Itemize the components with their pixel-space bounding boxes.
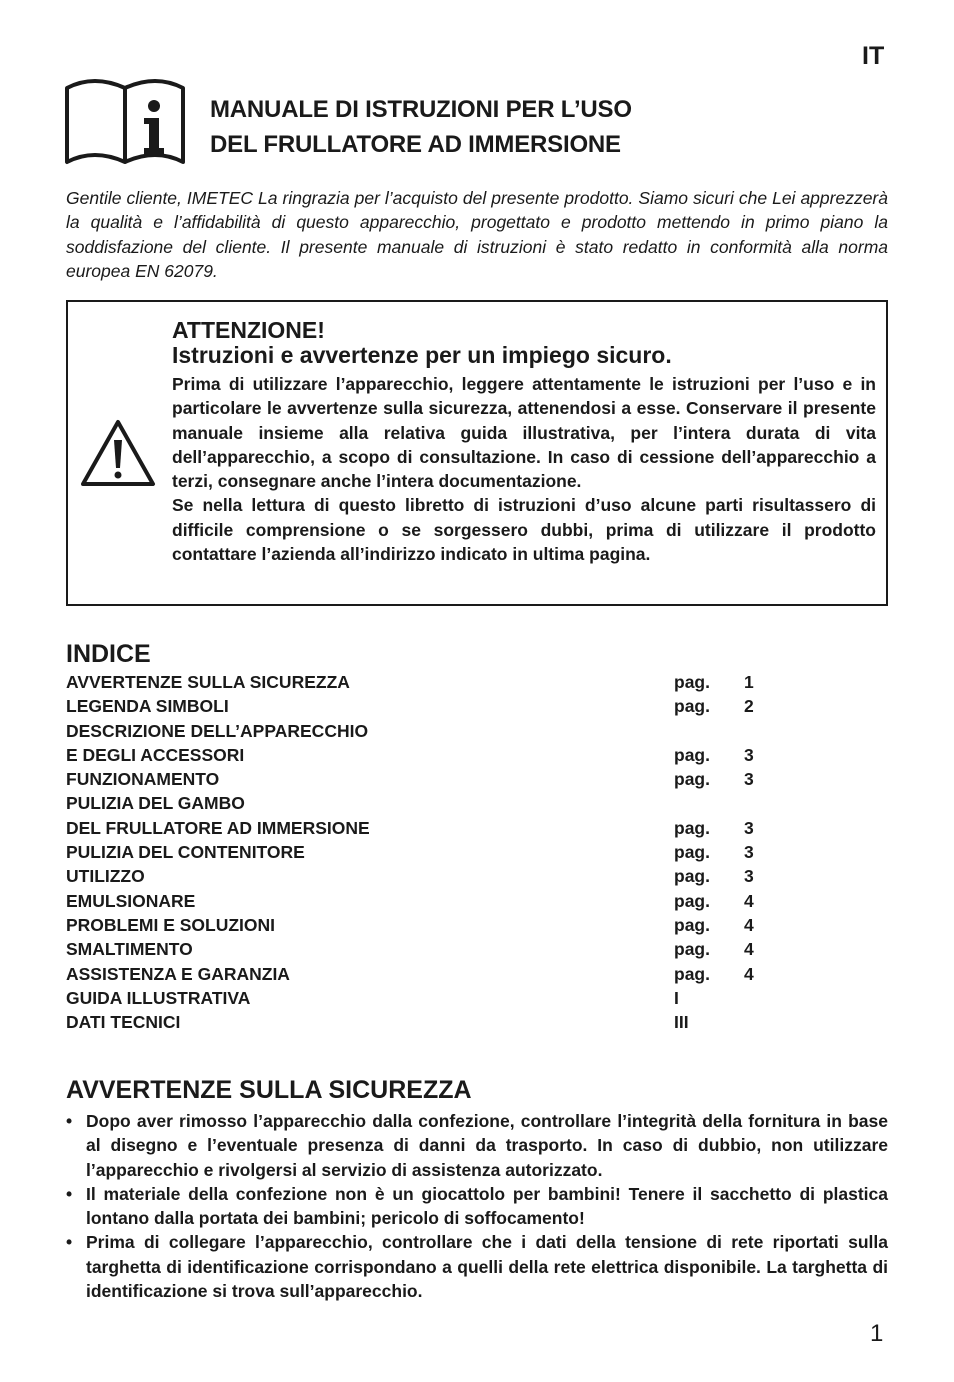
toc-entry-pag: pag. <box>674 696 710 717</box>
toc-entry-pag: pag. <box>674 769 710 790</box>
toc-entry-label: FUNZIONAMENTO <box>66 769 220 790</box>
toc-entry-label: AVVERTENZE SULLA SICUREZZA <box>66 672 350 692</box>
toc-entry-label: PULIZIA DEL GAMBO <box>66 793 245 814</box>
toc-entry-pag: III <box>674 1012 689 1033</box>
toc-entry-pag: pag. <box>674 939 710 960</box>
toc-row <box>66 719 766 743</box>
toc-entry-label: DATI TECNICI <box>66 1012 181 1033</box>
intro-paragraph: Gentile cliente, IMETEC La ringrazia per l’acquisto del presente prodotto. Siamo sicuri che Lei apprezzerà la qualità e l’affidabilità di questo apparecchio, progettato e prodotto mettendo in primo piano la soddisfazione del cliente. Il presente manuale di istruzioni è stato redatto in conformità alla norma europea EN 62079. <box>66 188 888 281</box>
toc-entry-page-number: 4 <box>744 890 754 911</box>
title-line-1: MANUALE DI ISTRUZIONI PER L’USO <box>210 96 632 123</box>
toc-entry-pag: pag. <box>674 963 710 984</box>
warning-box <box>66 300 888 606</box>
toc-row <box>66 962 766 986</box>
toc-entry-label: GUIDA ILLUSTRATIVA <box>66 987 251 1008</box>
safety-bullet: • Dopo aver rimosso l’apparecchio dalla confezione, controllare l’integrità della fornitura in base al disegno e l’eventuale presenza di danni da trasporto. In caso di dubbio, non utilizzare l’apparecchio e rivolgersi al servizio di assistenza autorizzato. <box>66 1109 888 1182</box>
page-number: 1 <box>870 1320 884 1347</box>
title-line-2: DEL FRULLATORE AD IMMERSIONE <box>210 131 621 158</box>
toc-entry-label: ASSISTENZA E GARANZIA <box>66 963 290 984</box>
toc-row <box>66 986 766 1010</box>
toc-entry-pag: I <box>674 987 679 1008</box>
warning-heading-1: ATTENZIONE! <box>172 317 325 343</box>
index-title: INDICE <box>66 640 151 668</box>
toc-entry-page-number: 4 <box>744 963 754 984</box>
toc-row <box>66 767 766 791</box>
toc-row <box>66 743 766 767</box>
toc-entry-label: PULIZIA DEL CONTENITORE <box>66 842 305 863</box>
toc-entry-pag: pag. <box>674 672 710 692</box>
toc-row <box>66 694 766 718</box>
toc-entry-label: LEGENDA SIMBOLI <box>66 696 229 717</box>
toc-entry-pag: pag. <box>674 817 710 838</box>
toc-entry-label: E DEGLI ACCESSORI <box>66 744 245 765</box>
warning-triangle-icon <box>80 418 156 488</box>
warning-paragraph-1: Prima di utilizzare l’apparecchio, leggere attentamente le istruzioni per l’uso e in particolare le avvertenze sulla sicurezza, attenendosi a esse. Conservare il presente manuale insieme alla relativa guida illustrativa, per l’intera durata di vita dell’apparecchio, a scopo di consultazione. In caso di cessione dell’apparecchio a terzi, consegnare anche l’intera documentazione. <box>172 374 876 492</box>
toc-entry-pag: pag. <box>674 744 710 765</box>
toc-entry-label: EMULSIONARE <box>66 890 196 911</box>
toc-entry-label: PROBLEMI E SOLUZIONI <box>66 914 276 935</box>
toc-entry-label: DESCRIZIONE DELL’APPARECCHIO <box>66 720 369 741</box>
safety-bullet-list <box>66 1109 888 1303</box>
warning-paragraph-2: Se nella lettura di questo libretto di istruzioni d’uso alcune parti risultassero di difficile comprensione o se sorgessero dubbi, prima di utilizzare il prodotto contattare l’azienda all’indirizzo indicato in ultima pagina. <box>172 495 876 565</box>
toc-entry-label: SMALTIMENTO <box>66 939 193 960</box>
toc-row <box>66 816 766 840</box>
toc-entry-label: UTILIZZO <box>66 866 145 887</box>
toc-entry-page-number: 4 <box>744 914 754 935</box>
info-manual-icon <box>64 76 186 168</box>
toc-entry-page-number: 2 <box>744 696 754 717</box>
toc-entry-label: DEL FRULLATORE AD IMMERSIONE <box>66 817 370 838</box>
toc-entry-page-number: 3 <box>744 866 754 887</box>
toc-row <box>66 864 766 888</box>
safety-bullet: • Il materiale della confezione non è un giocattolo per bambini! Tenere il sacchetto di plastica lontano dalla portata dei bambini; pericolo di soffocamento! <box>66 1182 888 1231</box>
warning-heading-2: Istruzioni e avvertenze per un impiego sicuro. <box>172 342 672 368</box>
table-of-contents <box>66 670 766 1034</box>
toc-entry-page-number: 3 <box>744 769 754 790</box>
toc-entry-page-number: 4 <box>744 939 754 960</box>
toc-entry-page-number: 3 <box>744 744 754 765</box>
toc-entry-page-number: 1 <box>744 672 754 692</box>
safety-section-title: AVVERTENZE SULLA SICUREZZA <box>66 1076 472 1104</box>
warning-text <box>172 372 876 566</box>
safety-bullet: • Prima di collegare l’apparecchio, controllare che i dati della tensione di rete riportati sulla targhetta di identificazione corrispondano a quelli della rete elettrica disponibile. La targhetta di identificazione si trova sull’apparecchio. <box>66 1230 888 1303</box>
toc-row <box>66 937 766 961</box>
toc-entry-pag: pag. <box>674 866 710 887</box>
toc-entry-pag: pag. <box>674 890 710 911</box>
toc-row <box>66 1010 766 1034</box>
language-tag: IT <box>862 42 885 70</box>
toc-row <box>66 889 766 913</box>
toc-entry-pag: pag. <box>674 842 710 863</box>
toc-row <box>66 670 766 694</box>
toc-entry-pag: pag. <box>674 914 710 935</box>
toc-entry-page-number: 3 <box>744 842 754 863</box>
warning-heading <box>172 318 672 368</box>
toc-row <box>66 791 766 815</box>
toc-entry-page-number: 3 <box>744 817 754 838</box>
toc-row <box>66 913 766 937</box>
toc-row <box>66 840 766 864</box>
page-title <box>210 92 632 162</box>
